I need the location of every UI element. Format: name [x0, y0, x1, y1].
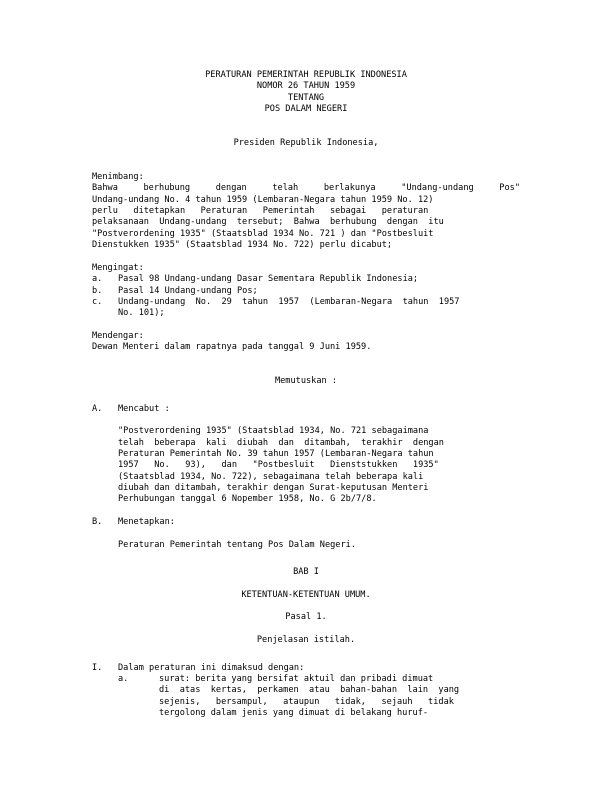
spacer	[92, 528, 520, 539]
menimbang-body-line: Bahwa berhubung dengan telah berlakunya "Undang-undang Pos"	[92, 183, 520, 194]
mengingat-item-text	[118, 297, 520, 320]
menimbang-body-line: Dienstukken 1935" (Staatsblad 1934 No. 722) perlu dicabut;	[92, 240, 393, 251]
menimbang-body-line: perlu ditetapkan Peraturan Pemerintah sebagai peraturan	[92, 206, 429, 217]
memutuskan-heading: Memutuskan :	[274, 376, 338, 387]
pasal-body-item-line: tergolong dalam jenis yang dimuat di belakang huruf-	[159, 707, 429, 718]
spacer	[92, 578, 520, 589]
title-line-2: NOMOR 26 TAHUN 1959	[256, 81, 356, 92]
document-title-block	[92, 70, 520, 115]
menimbang-body-line: pelaksanaan Undang-undang tersebut; Bahwa berhubung dengan itu	[92, 217, 444, 228]
mengingat-item-line: No. 101);	[118, 308, 165, 319]
spacer	[92, 415, 520, 426]
memutuskan-item-a-line: (Staatsblad 1934, No. 722), sebagaimana telah beberapa kali	[118, 471, 424, 482]
document-content	[92, 70, 520, 719]
menimbang-body-line: "Postverordening 1935" (Staatsblad 1934 No. 721 ) dan "Postbesluit	[92, 228, 434, 239]
spacer	[92, 551, 520, 567]
pasal-body-item-line: sejenis, bersampul, ataupun tidak, sejauh tidak	[159, 696, 454, 707]
pasal-heading: Pasal 1.	[285, 612, 327, 623]
pasal-body-item-line: di atas kertas, perkamen atau bahan-bahan lain yang	[159, 685, 460, 696]
pasal-body-intro-text: Dalam peraturan ini dimaksud dengan:	[118, 662, 305, 673]
mengingat-item-line: Undang-undang No. 29 tahun 1957 (Lembaran-Negara tahun 1957	[118, 296, 460, 307]
spacer	[92, 506, 520, 517]
spacer	[92, 601, 520, 612]
memutuskan-item-a-label: Mencabut :	[118, 403, 170, 414]
spacer	[92, 354, 520, 377]
mengingat-heading: Mengingat:	[92, 262, 144, 273]
mengingat-item-marker: c.	[92, 296, 103, 307]
spacer	[92, 115, 520, 138]
mengingat-item	[92, 286, 520, 297]
spacer	[92, 252, 520, 263]
pasal-body-item-text	[159, 674, 520, 719]
memutuskan-item-a-line: Peraturan Pemerintah No. 39 tahun 1957 (Lembaran-Negara tahun	[118, 449, 434, 459]
mengingat-item-text: Pasal 98 Undang-undang Dasar Sementara Republik Indonesia;	[118, 274, 419, 285]
mengingat-item	[92, 274, 520, 285]
memutuskan-item-a-line: diubah dan ditambah, terakhir dengan Surat-keputusan Menteri	[118, 483, 429, 494]
pasal-body-item	[118, 674, 520, 719]
title-line-1: PERATURAN PEMERINTAH REPUBLIK INDONESIA	[205, 70, 407, 80]
memutuskan-item-b-label: Menetapkan:	[118, 517, 175, 528]
pasal-body-item-marker: a.	[118, 673, 129, 684]
memutuskan-item-a	[92, 404, 520, 415]
mengingat-item-marker: b.	[92, 285, 103, 296]
mendengar-body: Dewan Menteri dalam rapatnya pada tanggal 9 Juni 1959.	[92, 342, 372, 353]
mengingat-item-text: Pasal 14 Undang-undang Pos;	[118, 285, 258, 296]
bab-heading: BAB I	[293, 567, 319, 578]
spacer	[92, 388, 520, 404]
memutuskan-item-b-body: Peraturan Pemerintah tentang Pos Dalam Negeri.	[118, 539, 356, 550]
spacer	[92, 320, 520, 331]
mengingat-item	[92, 297, 520, 320]
pasal-title: Penjelasan istilah.	[256, 635, 356, 646]
title-line-3: TENTANG	[287, 92, 325, 103]
bab-title: KETENTUAN-KETENTUAN UMUM.	[241, 589, 371, 600]
memutuskan-item-b-marker: B.	[92, 517, 103, 528]
title-line-4: POS DALAM NEGERI	[264, 104, 348, 115]
menimbang-body-line: Undang-undang No. 4 tahun 1959 (Lembaran-Negara tahun 1959 No. 12)	[92, 194, 434, 205]
pasal-body-item-line: surat: berita yang bersifat aktuil dan pribadi dimuat	[159, 673, 434, 684]
document-subtitle: Presiden Republik Indonesia,	[233, 138, 379, 149]
spacer	[92, 647, 520, 663]
mengingat-item-marker: a.	[92, 274, 103, 285]
spacer	[92, 149, 520, 172]
menimbang-heading: Menimbang:	[92, 172, 144, 183]
memutuskan-item-a-body	[118, 426, 520, 505]
memutuskan-item-a-line: telah beberapa kali diubah dan ditambah, terakhir dengan	[118, 437, 444, 448]
spacer	[92, 624, 520, 635]
pasal-body-marker: I.	[92, 662, 103, 673]
memutuskan-item-a-line: "Postverordening 1935" (Staatsblad 1934, No. 721 sebagaimana	[118, 426, 429, 437]
memutuskan-item-a-line: 1957 No. 93), dan "Postbesluit Dienststukken 1935"	[118, 460, 439, 471]
mendengar-heading: Mendengar:	[92, 330, 144, 341]
memutuskan-item-a-marker: A.	[92, 403, 103, 414]
menimbang-body	[92, 183, 520, 251]
pasal-body-intro	[92, 663, 520, 674]
memutuskan-item-a-line: Perhubungan tanggal 6 Nopember 1958, No. G 2b/7/8.	[118, 494, 377, 505]
memutuskan-item-b	[92, 517, 520, 528]
